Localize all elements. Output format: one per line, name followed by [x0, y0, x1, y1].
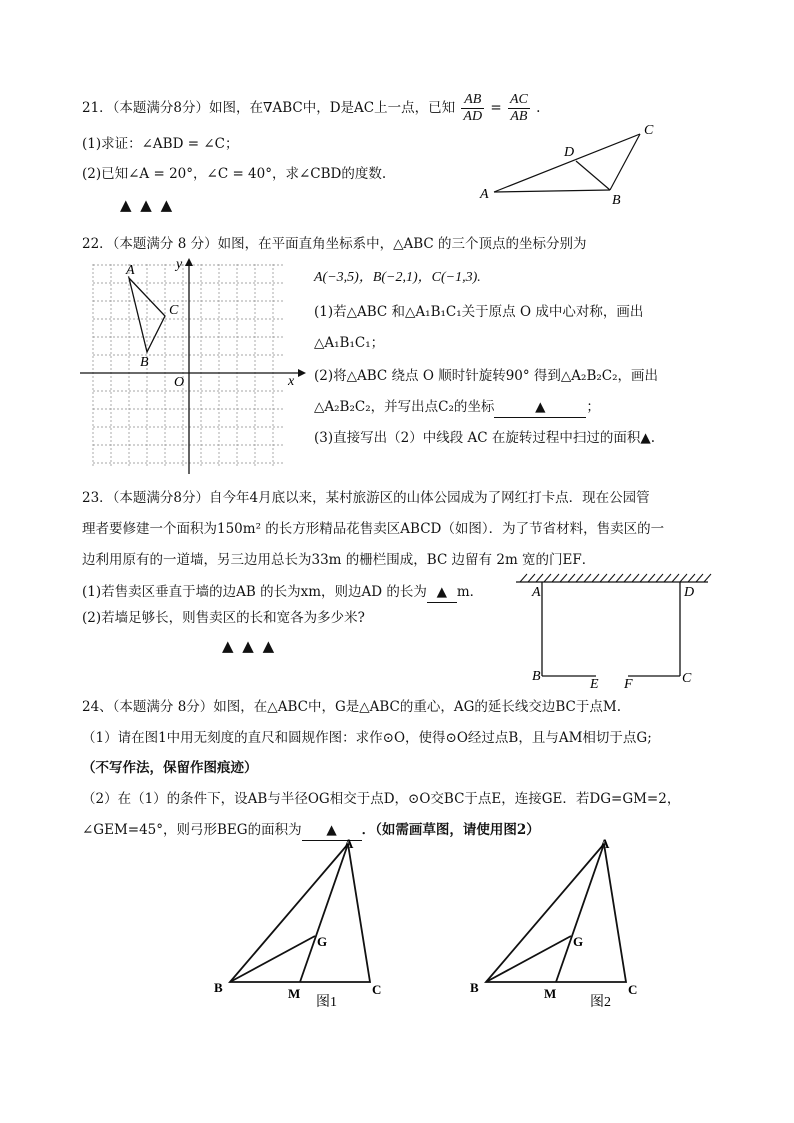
fig-label-D: D [684, 585, 695, 600]
wall-hatch-stroke [704, 574, 711, 582]
q24-line5-end: ．（如需画草图，请使用图2） [361, 822, 540, 838]
wall-hatch-stroke [616, 574, 623, 582]
wall-hatch-stroke [568, 574, 575, 582]
fig1-label-C: C [372, 982, 382, 997]
q22-part1a: (1)若△ABC 和△A₁B₁C₁关于原点 O 成中心对称，画出 [314, 304, 644, 320]
q22-part2b-end: ； [586, 399, 600, 415]
frac2-denominator: AB [510, 109, 528, 124]
q24-line4: （2）在（1）的条件下，设AB与半径OG相交于点D，⊙O交BC于点E，连接GE．若DG=GM=2， [82, 791, 681, 807]
wall-hatch-stroke [656, 574, 663, 582]
label-D: D [564, 145, 575, 160]
q21-equals: = [490, 100, 502, 116]
fig1-triangle-ABC [230, 844, 370, 982]
q24-figure-2 [456, 836, 656, 1042]
wall-hatch-stroke [624, 574, 631, 582]
fig1-caption: 图1 [316, 995, 337, 1010]
fig2-triangle-ABC [486, 844, 626, 982]
wall-hatch-stroke [560, 574, 567, 582]
q24-line1: 24、（本题满分 8分）如图，在△ABC中，G是△ABC的重心，AG的延长线交边BC于点M. [82, 699, 622, 715]
fig-label-A: A [532, 585, 541, 600]
q23-line2: 理者要修建一个面积为150m² 的长方形精品花售卖区ABCD（如图）．为了节省材料，售卖区的一 [82, 521, 665, 537]
wall-hatch-stroke [664, 574, 671, 582]
grid-label-y: y [176, 257, 183, 272]
wall-hatch-stroke [528, 574, 535, 582]
segment-AB [494, 190, 610, 192]
wall-hatch-stroke [648, 574, 655, 582]
wall-hatch-stroke [608, 574, 615, 582]
fig2-label-G: G [573, 934, 584, 949]
wall-hatch-stroke [592, 574, 599, 582]
wall-hatch-stroke [520, 574, 527, 582]
grid-label-C: C [169, 303, 179, 318]
fig2-label-A: A [600, 836, 610, 851]
fig-label-E: E [590, 677, 599, 690]
q21-answer-placeholder: ▲ ▲ ▲ [120, 196, 175, 214]
q22-answer-blank: ▲ [494, 397, 586, 418]
wall-hatch-stroke [640, 574, 647, 582]
q22-part1b: △A₁B₁C₁； [314, 335, 385, 351]
label-A: A [480, 187, 489, 202]
q24-line5-text: ∠GEM=45°，则弓形BEG的面积为 [82, 822, 302, 838]
label-B: B [612, 193, 621, 208]
q21-triangle-figure [470, 118, 670, 210]
q23-part1 [82, 582, 483, 603]
frac1-denominator: AD [463, 109, 483, 124]
q23-answer-placeholder: ▲ ▲ ▲ [222, 637, 277, 655]
q23-part2: (2)若墙足够长，则售卖区的长和宽各为多少米? [82, 610, 365, 626]
q21-end: . [536, 100, 541, 116]
y-axis-arrow-icon [185, 258, 193, 266]
wall-hatch-stroke [544, 574, 551, 582]
grid-label-O: O [174, 375, 185, 390]
grid-label-A: A [126, 263, 135, 278]
fig2-label-M: M [544, 986, 557, 1001]
q23-part1-text: (1)若售卖区垂直于墙的边AB 的长为xm，则边AD 的长为 [82, 584, 427, 600]
wall-hatch-stroke [632, 574, 639, 582]
wall-hatch-stroke [680, 574, 687, 582]
fig1-label-B: B [214, 980, 223, 995]
q21-part2: (2)已知∠A = 20°，∠C = 40°，求∠CBD的度数. [82, 166, 387, 182]
q23-line3: 边利用原有的一道墙，另三边用总长为33m 的栅栏围成，BC 边留有 2m 宽的门EF． [82, 552, 596, 568]
q24-line3: （不写作法，保留作图痕迹） [82, 760, 258, 776]
q21-head-text: 21．（本题满分8分）如图，在∇ABC中，D是AC上一点，已知 [82, 100, 456, 116]
fig-label-F: F [624, 677, 633, 690]
fig-label-B: B [532, 669, 541, 684]
wall-hatch-stroke [696, 574, 703, 582]
q22-part2a: (2)将△ABC 绕点 O 顺时针旋转90° 得到△A₂B₂C₂，画出 [314, 368, 659, 384]
q24-answer-blank: ▲ [302, 820, 362, 841]
q22-heading: 22．（本题满分 8 分）如图，在平面直角坐标系中，△ABC 的三个顶点的坐标分别为 [82, 236, 587, 252]
q23-answer-blank: ▲ [427, 582, 457, 603]
q22-part2b-text: △A₂B₂C₂，并写出点C₂的坐标 [314, 399, 495, 415]
wall-hatch-stroke [536, 574, 543, 582]
q22-coords: A(−3,5)，B(−2,1)，C(−1,3). [314, 270, 481, 285]
q22-part3: (3)直接写出（2）中线段 AC 在旋转过程中扫过的面积▲. [314, 430, 656, 446]
q21-part1: (1)求证：∠ABD = ∠C； [82, 136, 239, 152]
q24-line2: （1）请在图1中用无刻度的直尺和圆规作图：求作⊙O，使得⊙O经过点B，且与AM相切于点G; [82, 730, 652, 746]
q22-coordinate-grid [80, 256, 306, 478]
grid-label-x: x [288, 374, 295, 389]
segment-AC [494, 134, 640, 192]
fig1-label-A: A [344, 836, 354, 851]
label-C: C [644, 123, 654, 138]
fig-label-C: C [682, 671, 692, 686]
fig2-label-B: B [470, 980, 479, 995]
fig2-label-C: C [628, 982, 638, 997]
q24-figure-1 [200, 836, 400, 1042]
fig2-caption: 图2 [590, 995, 611, 1010]
q23-line1: 23．（本题满分8分）自今年4月底以来，某村旅游区的山体公园成为了网红打卡点．现在公园管 [82, 490, 650, 506]
wall-hatch-stroke [600, 574, 607, 582]
wall-hatch-stroke [672, 574, 679, 582]
wall-hatch-stroke [688, 574, 695, 582]
wall-hatch-stroke [552, 574, 559, 582]
x-axis-arrow-icon [298, 369, 306, 377]
fig2-median-AM [556, 844, 604, 982]
fig1-median-AM [300, 844, 348, 982]
q22-part2b [314, 397, 600, 418]
fig1-label-M: M [288, 986, 301, 1001]
frac2-numerator: AC [509, 92, 528, 107]
segment-BC [610, 134, 640, 190]
q23-part1-end: m． [456, 584, 484, 600]
segment-BD [576, 161, 610, 190]
frac1-numerator: AB [461, 92, 484, 109]
fig1-label-G: G [317, 934, 328, 949]
q23-flowerbed-figure [512, 570, 712, 690]
grid-label-B: B [140, 355, 149, 370]
wall-hatch-stroke [584, 574, 591, 582]
wall-hatch-stroke [576, 574, 583, 582]
